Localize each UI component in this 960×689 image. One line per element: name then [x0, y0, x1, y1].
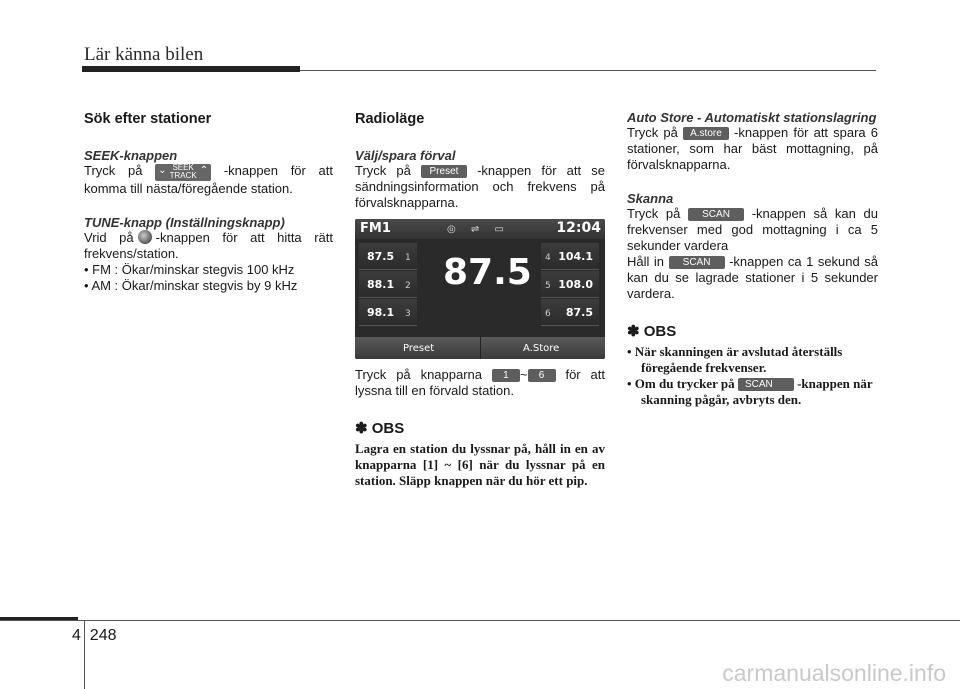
obs-item: • När skanningen är avslutad återställs föregående frekvenser.	[627, 344, 843, 375]
preset-item: 88.1 2	[359, 271, 417, 298]
chapter-title: Lär känna bilen	[84, 44, 204, 65]
status-icons: ◎ ⇌ ▭	[447, 224, 510, 235]
softkey-astore: A.Store	[523, 343, 560, 354]
seek-heading: SEEK-knappen	[84, 148, 178, 163]
obs-title: ✽ OBS	[355, 420, 405, 437]
softkey-preset: Preset	[403, 343, 435, 354]
obs-item: • Om du trycker på SCAN -knappen när skanning pågår, avbryts den.	[627, 376, 873, 407]
astore-button-label: A.store	[683, 127, 729, 140]
scan-heading: Skanna	[627, 191, 674, 206]
column-auto-store	[627, 110, 878, 408]
button-1-label: 1	[492, 369, 520, 382]
tune-paragraph: Vrid på -knappen för att hitta rätt frekvens/station.	[84, 230, 333, 261]
preset-list-right	[541, 243, 599, 327]
tune-knob-icon	[138, 230, 152, 244]
section-title: Sök efter stationer	[84, 111, 212, 127]
scan-button-label: SCAN	[738, 378, 794, 391]
preset-paragraph: Tryck på Preset -knappen för att se sändningsinformation och frekvens på förvalsknapparna.	[355, 163, 605, 210]
current-frequency: 87.5	[443, 252, 532, 293]
chevron-up-icon: ⌃	[199, 165, 209, 176]
column-search-stations	[84, 110, 333, 294]
scan-button-label: SCAN	[688, 208, 744, 221]
scan-paragraph: Tryck på SCAN -knappen så kan du frekvenser med god mottagning i ca 5 sekunder vardera	[627, 206, 878, 253]
obs-list	[627, 344, 878, 408]
seek-track-button: ⌄ SEEK TRACK ⌃	[155, 164, 211, 181]
band-label: FM1	[360, 221, 391, 236]
column-radio-mode	[355, 110, 605, 489]
page-number: 4 248	[72, 627, 117, 644]
section-title: Radioläge	[355, 111, 425, 127]
preset-heading: Välj/spara förval	[355, 148, 456, 163]
radio-screen	[355, 219, 605, 359]
fm-bullet: • FM : Ökar/minskar stegvis 100 kHz	[84, 262, 295, 277]
radio-status-bar	[355, 219, 605, 239]
preset-item: 4 104.1	[541, 243, 599, 270]
preset-item: 5 108.0	[541, 271, 599, 298]
footer-rule	[0, 620, 960, 621]
button-6-label: 6	[528, 369, 556, 382]
obs-text: Lagra en station du lyssnar på, håll in en av knapparna [1] ~ [6] när du lyssnar på en station. Släpp knappen när du hör ett pip.	[355, 441, 605, 488]
scan-button-label: SCAN	[669, 256, 725, 269]
preset-button-label: Preset	[421, 165, 467, 178]
seek-paragraph: Tryck på ⌄ SEEK TRACK ⌃ -knappen för att komma till nästa/föregående station.	[84, 163, 334, 196]
am-bullet: • AM : Ökar/minskar stegvis by 9 kHz	[84, 278, 298, 293]
preset-item: 6 87.5	[541, 299, 599, 326]
preset-select-paragraph: Tryck på knapparna 1 ~ 6 för att lyssna till en förvald station.	[355, 367, 605, 398]
watermark: carmanualsonline.info	[722, 660, 946, 686]
radio-softkeys	[355, 337, 605, 359]
preset-list-left	[359, 243, 417, 327]
header-rule	[300, 70, 876, 71]
header-bar	[82, 66, 300, 72]
preset-item: 87.5 1	[359, 243, 417, 270]
clock: 12:04	[556, 220, 601, 236]
tune-heading: TUNE-knapp (Inställningsknapp)	[84, 215, 285, 230]
auto-store-heading: Auto Store - Automatiskt stationslagring	[627, 110, 877, 125]
hold-scan-paragraph: Håll in SCAN -knappen ca 1 sekund så kan du se lagrade stationer i 5 sekunder vardera.	[627, 254, 878, 301]
auto-store-paragraph: Tryck på A.store -knappen för att spara 6 stationer, som har bäst mottagning, på förvalsknapparna.	[627, 125, 878, 172]
obs-title: ✽ OBS	[627, 323, 677, 340]
preset-item: 98.1 3	[359, 299, 417, 326]
chevron-down-icon: ⌄	[158, 165, 167, 176]
